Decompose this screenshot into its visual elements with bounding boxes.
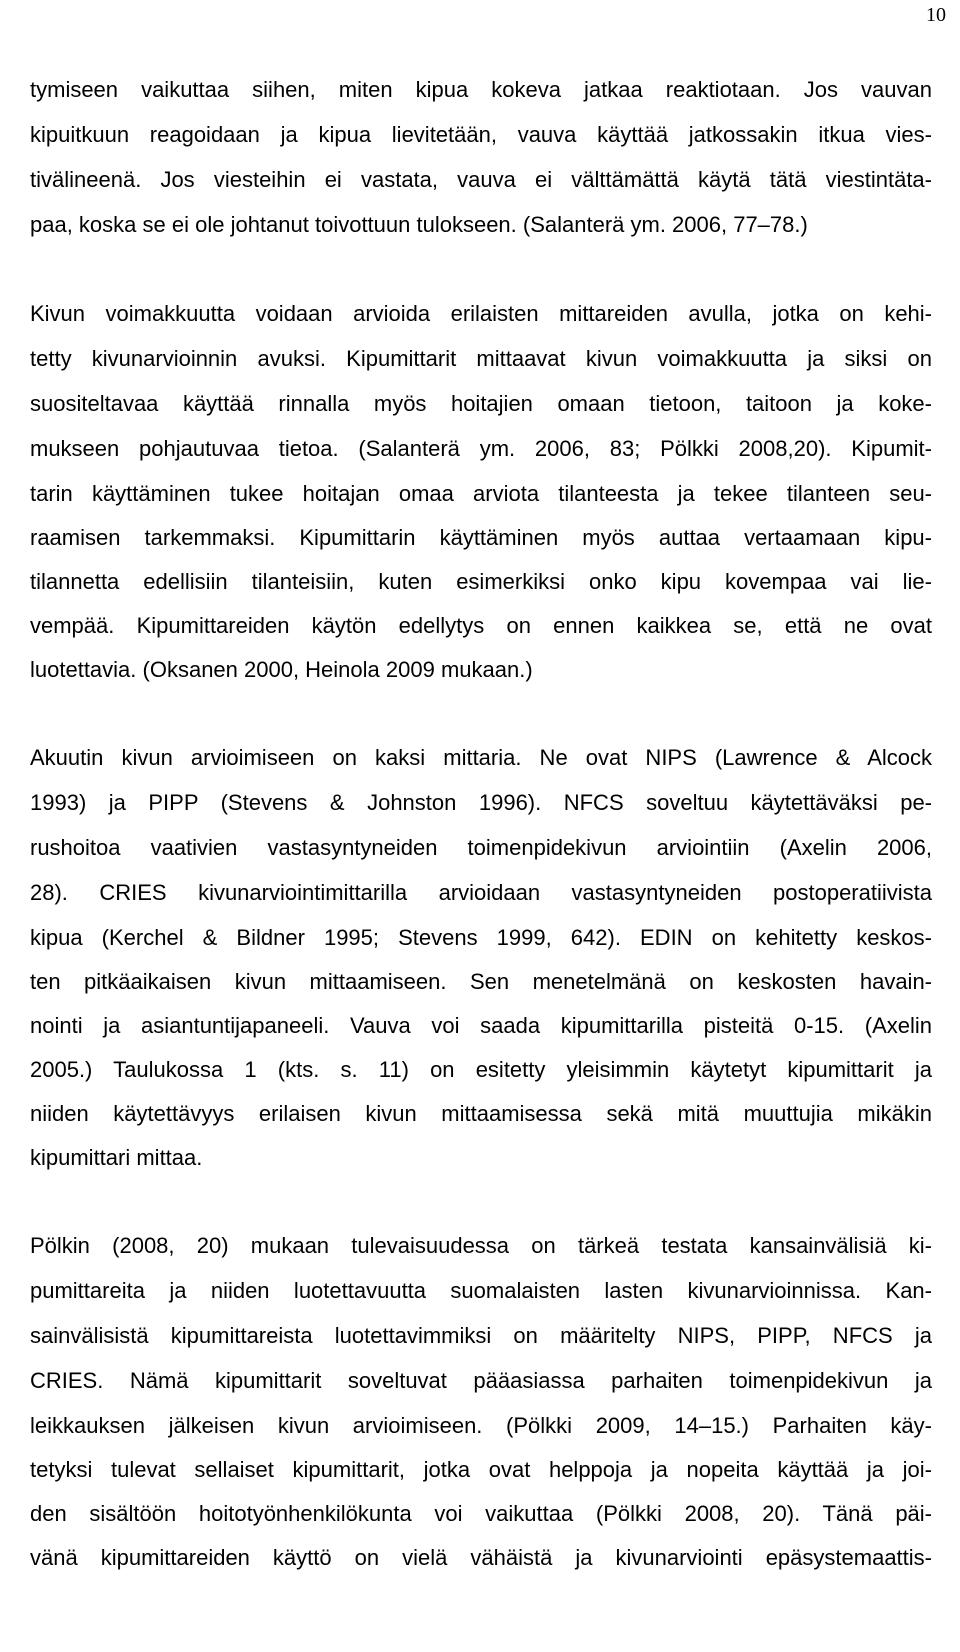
text-line: tivälineenä. Jos viesteihin ei vastata, vauva ei välttämättä käytä tätä viestintäta- [30, 167, 932, 192]
text-line: CRIES. Nämä kipumittarit soveltuvat pääasiassa parhaiten toimenpidekivun ja [30, 1368, 932, 1393]
text-line: vänä kipumittareiden käyttö on vielä vähäistä ja kivunarviointi epäsystemaattis- [30, 1545, 932, 1570]
text-line: mukseen pohjautuvaa tietoa. (Salanterä ym. 2006, 83; Pölkki 2008,20). Kipumit- [30, 436, 932, 461]
text-line: Pölkin (2008, 20) mukaan tulevaisuudessa on tärkeä testata kansainvälisiä ki- [30, 1233, 932, 1258]
text-line: kipuitkuun reagoidaan ja kipua lievitetään, vauva käyttää jatkossakin itkua vies- [30, 122, 932, 147]
text-line: rushoitoa vaativien vastasyntyneiden toimenpidekivun arviointiin (Axelin 2006, [30, 835, 932, 860]
text-line: sainvälisistä kipumittareista luotettavimmiksi on määritelty NIPS, PIPP, NFCS ja [30, 1323, 932, 1348]
text-line: paa, koska se ei ole johtanut toivottuun tulokseen. (Salanterä ym. 2006, 77–78.) [30, 212, 808, 237]
text-line: kipua (Kerchel & Bildner 1995; Stevens 1999, 642). EDIN on kehitetty keskos- [30, 925, 932, 950]
text-line: Kivun voimakkuutta voidaan arvioida erilaisten mittareiden avulla, jotka on kehi- [30, 301, 932, 326]
text-line: tarin käyttäminen tukee hoitajan omaa arviota tilanteesta ja tekee tilanteen seu- [30, 481, 932, 506]
text-line: 1993) ja PIPP (Stevens & Johnston 1996). NFCS soveltuu käytettäväksi pe- [30, 790, 932, 815]
text-line: tilannetta edellisiin tilanteisiin, kuten esimerkiksi onko kipu kovempaa vai lie- [30, 569, 932, 594]
text-line: tetty kivunarvioinnin avuksi. Kipumittarit mittaavat kivun voimakkuutta ja siksi on [30, 346, 932, 371]
text-line: leikkauksen jälkeisen kivun arvioimiseen. (Pölkki 2009, 14–15.) Parhaiten käy- [30, 1413, 932, 1438]
page-number: 10 [926, 4, 946, 26]
text-line: tymiseen vaikuttaa siihen, miten kipua kokeva jatkaa reaktiotaan. Jos vauvan [30, 77, 932, 102]
text-line: 2005.) Taulukossa 1 (kts. s. 11) on esitetty yleisimmin käytetyt kipumittarit ja [30, 1057, 932, 1082]
text-line: kipumittari mittaa. [30, 1145, 203, 1170]
text-line: vempää. Kipumittareiden käytön edellytys on ennen kaikkea se, että ne ovat [30, 613, 932, 638]
text-line: den sisältöön hoitotyönhenkilökunta voi vaikuttaa (Pölkki 2008, 20). Tänä päi- [30, 1501, 932, 1526]
text-line: tetyksi tulevat sellaiset kipumittarit, jotka ovat helppoja ja nopeita käyttää ja joi- [30, 1457, 932, 1482]
text-line: raamisen tarkemmaksi. Kipumittarin käyttäminen myös auttaa vertaamaan kipu- [30, 525, 932, 550]
text-line: niiden käytettävyys erilaisen kivun mittaamisessa sekä mitä muuttujia mikäkin [30, 1101, 932, 1126]
text-line: Akuutin kivun arvioimiseen on kaksi mittaria. Ne ovat NIPS (Lawrence & Alcock [30, 745, 932, 770]
text-line: pumittareita ja niiden luotettavuutta suomalaisten lasten kivunarvioinnissa. Kan- [30, 1278, 932, 1303]
text-line: suositeltavaa käyttää rinnalla myös hoitajien omaan tietoon, taitoon ja koke- [30, 391, 932, 416]
text-line: ten pitkäaikaisen kivun mittaamiseen. Sen menetelmänä on keskosten havain- [30, 969, 932, 994]
text-line: 28). CRIES kivunarviointimittarilla arvioidaan vastasyntyneiden postoperatiivista [30, 880, 932, 905]
text-line: nointi ja asiantuntijapaneeli. Vauva voi saada kipumittarilla pisteitä 0-15. (Axelin [30, 1013, 932, 1038]
text-line: luotettavia. (Oksanen 2000, Heinola 2009 mukaan.) [30, 657, 533, 682]
